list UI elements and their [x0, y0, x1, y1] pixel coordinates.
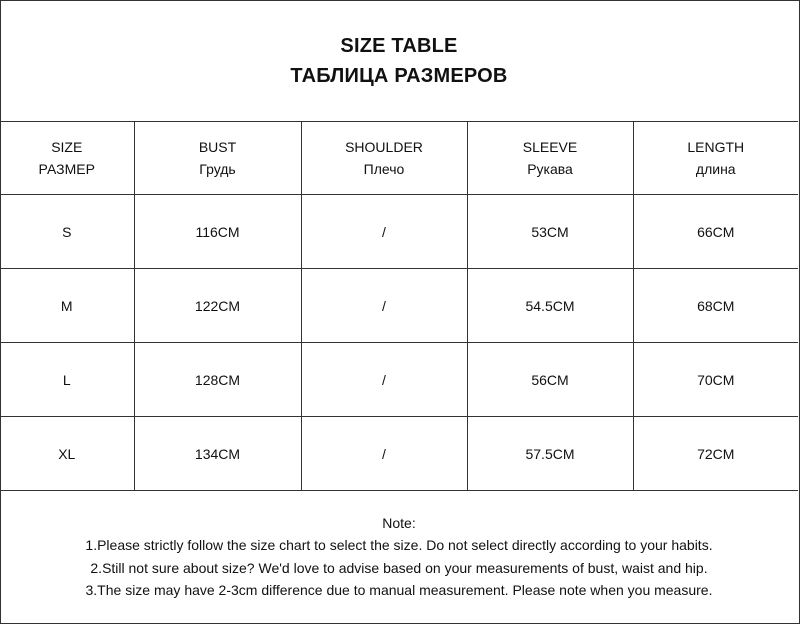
title-block: [0, 0, 798, 122]
header-length: [633, 122, 798, 195]
header-label-en: SHOULDER: [345, 139, 423, 155]
header-label-en: LENGTH: [687, 139, 745, 155]
cell-shoulder: /: [301, 417, 467, 491]
table-row: [0, 269, 798, 343]
header-label-ru: длина: [695, 161, 736, 177]
cell-size: M: [0, 269, 134, 343]
title-english: SIZE TABLE: [340, 34, 458, 57]
header-label-ru: Рукава: [527, 161, 573, 177]
table-header-row: [0, 122, 798, 195]
header-shoulder: [301, 122, 467, 195]
table-row: [0, 343, 798, 417]
table-row: [0, 417, 798, 491]
cell-sleeve: 53CM: [467, 195, 633, 269]
header-label-en: SLEEVE: [522, 139, 578, 155]
note-item: 1.Please strictly follow the size chart to select the size. Do not select directly according to your habits.: [85, 537, 713, 553]
note-item: 3.The size may have 2-3cm difference due to manual measurement. Please note when you measure.: [85, 582, 713, 598]
header-sleeve: [467, 122, 633, 195]
cell-length: 68CM: [633, 269, 798, 343]
header-label-ru: РАЗМЕР: [38, 161, 95, 177]
cell-shoulder: /: [301, 195, 467, 269]
header-label-ru: Плечо: [363, 161, 405, 177]
cell-sleeve: 54.5CM: [467, 269, 633, 343]
header-label-en: SIZE: [51, 139, 83, 155]
title-russian: ТАБЛИЦА РАЗМЕРОВ: [290, 64, 508, 87]
cell-size: L: [0, 343, 134, 417]
cell-bust: 134CM: [134, 417, 301, 491]
cell-bust: 122CM: [134, 269, 301, 343]
cell-length: 66CM: [633, 195, 798, 269]
cell-sleeve: 57.5CM: [467, 417, 633, 491]
notes-title: Note:: [382, 515, 416, 531]
cell-length: 72CM: [633, 417, 798, 491]
header-size: [0, 122, 134, 195]
header-label-en: BUST: [198, 139, 237, 155]
cell-bust: 116CM: [134, 195, 301, 269]
header-bust: [134, 122, 301, 195]
header-label-ru: Грудь: [199, 161, 236, 177]
cell-bust: 128CM: [134, 343, 301, 417]
cell-shoulder: /: [301, 269, 467, 343]
cell-size: XL: [0, 417, 134, 491]
note-item: 2.Still not sure about size? We'd love to advise based on your measurements of bust, waist and hip.: [90, 559, 708, 576]
size-table: [0, 122, 798, 491]
cell-sleeve: 56CM: [467, 343, 633, 417]
cell-size: S: [0, 195, 134, 269]
cell-shoulder: /: [301, 343, 467, 417]
cell-length: 70CM: [633, 343, 798, 417]
notes-section: [0, 500, 798, 602]
table-row: [0, 195, 798, 269]
